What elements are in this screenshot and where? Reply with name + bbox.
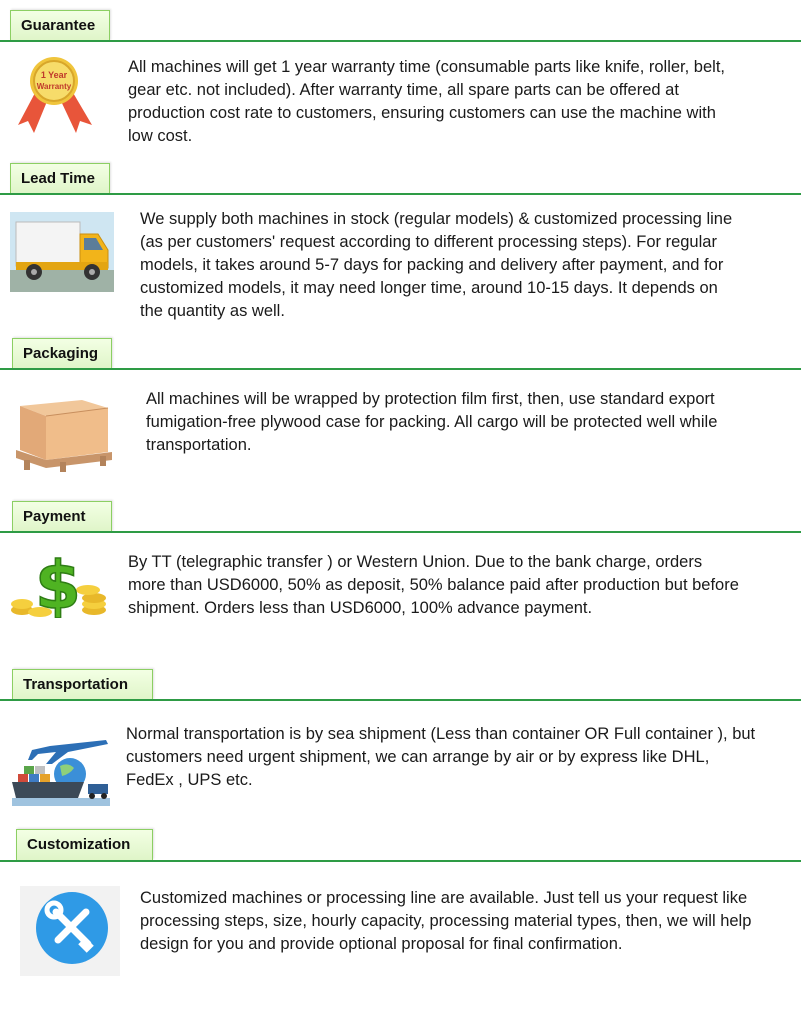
- lead-time-text: [140, 208, 732, 323]
- text-line: more than USD6000, 50% as deposit, 50% balance paid after production but before: [128, 576, 739, 594]
- svg-text:$: $: [35, 547, 81, 618]
- text-line: production cost rate to customers, ensuring customers can use the machine with: [128, 104, 716, 122]
- warranty-badge-line1: 1 Year: [40, 70, 68, 80]
- plane-ship-globe-icon: [12, 724, 110, 806]
- text-line: design for you and provide optional proposal for final confirmation.: [140, 935, 623, 953]
- dollar-coins-icon: [10, 546, 108, 618]
- guarantee-text: [128, 56, 725, 148]
- plywood-crate-icon: [14, 390, 114, 474]
- text-line: gear etc. not included). After warranty time, all spare parts can be offered at: [128, 81, 679, 99]
- text-line: We supply both machines in stock (regular models) & customized processing line: [140, 210, 733, 228]
- section-title: Customization: [27, 836, 131, 853]
- section-title: Lead Time: [21, 170, 95, 187]
- text-line: customized models, it may need longer time, around 10-15 days. It depends on: [140, 279, 718, 297]
- section-tab-packaging: [12, 338, 112, 369]
- payment-text: [128, 551, 739, 620]
- text-line: transportation.: [146, 436, 252, 454]
- section-title: Packaging: [23, 345, 99, 362]
- text-line: All machines will get 1 year warranty time (consumable parts like knife, roller, belt,: [128, 58, 725, 76]
- customization-text: [140, 887, 751, 956]
- text-line: All machines will be wrapped by protection film first, then, use standard export: [146, 390, 715, 408]
- section-tab-transportation: [12, 669, 153, 700]
- text-line: the quantity as well.: [140, 302, 285, 320]
- section-divider: [0, 368, 801, 370]
- text-line: customers need urgent shipment, we can arrange by air or by express like DHL,: [126, 748, 710, 766]
- packaging-text: [146, 388, 717, 457]
- section-divider: [0, 860, 801, 862]
- text-line: By TT (telegraphic transfer ) or Western Union. Due to the bank charge, orders: [128, 553, 703, 571]
- delivery-truck-icon: [10, 212, 114, 292]
- transportation-text: [126, 723, 755, 792]
- section-divider: [0, 193, 801, 195]
- text-line: (as per customers' request according to different processing steps). For regular: [140, 233, 717, 251]
- text-line: Normal transportation is by sea shipment (Less than container OR Full container ), but: [126, 725, 756, 743]
- section-title: Guarantee: [21, 17, 96, 34]
- section-divider: [0, 531, 801, 533]
- text-line: models, it takes around 5-7 days for packing and delivery after payment, and for: [140, 256, 724, 274]
- section-title: Transportation: [23, 676, 129, 693]
- section-tab-customization: [16, 829, 153, 860]
- section-tab-payment: [12, 501, 112, 532]
- warranty-ribbon-icon: [14, 55, 96, 135]
- warranty-badge-line2: Warranty: [36, 82, 72, 91]
- section-divider: [0, 699, 801, 701]
- text-line: fumigation-free plywood case for packing. All cargo will be protected well while: [146, 413, 718, 431]
- wrench-screwdriver-icon: [20, 886, 120, 976]
- section-title: Payment: [23, 508, 86, 525]
- text-line: low cost.: [128, 127, 193, 145]
- text-line: FedEx , UPS etc.: [126, 771, 253, 789]
- section-tab-lead-time: [10, 163, 110, 194]
- text-line: Customized machines or processing line are available. Just tell us your request like: [140, 889, 748, 907]
- text-line: processing steps, size, hourly capacity, processing material types, then, we will help: [140, 912, 752, 930]
- section-tab-guarantee: [10, 10, 110, 41]
- section-divider: [0, 40, 801, 42]
- text-line: shipment. Orders less than USD6000, 100% advance payment.: [128, 599, 593, 617]
